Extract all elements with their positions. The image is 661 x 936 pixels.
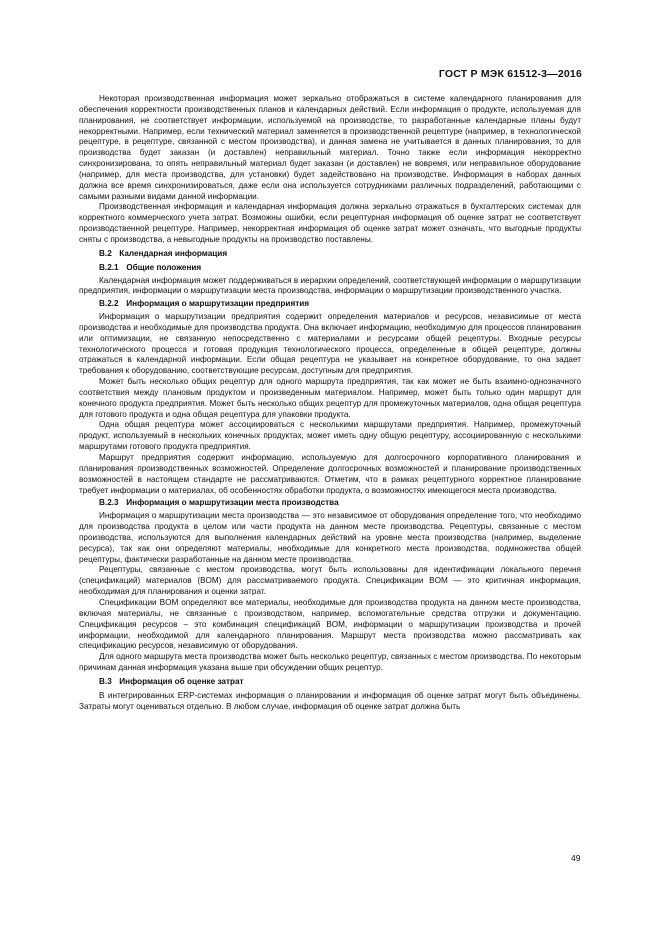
document-body xyxy=(79,94,581,712)
section-title: Календарная информация xyxy=(119,248,228,258)
document-header: ГОСТ Р МЭК 61512-3—2016 xyxy=(438,68,582,80)
paragraph: Спецификации BOM определяют все материалы, необходимые для производства продукта на данном месте производства, включая материалы, не связанные с производством, например, вспомогательные средства отгрузки и документацию. Спецификация ресурсов – это комбинация спецификаций BOM, информации о маршрутизации производства и прочей информации, необходимой для календарного планирования. Маршрут места производства можно рассматривать как спецификацию ресурсов, независимую от оборудования. xyxy=(79,597,581,651)
paragraph: Календарная информация может поддерживаться в иерархии определений, соответствующей информации о маршрутизации предприятия, информации о маршрутизации места производства, информации о маршрутизации производственного участка. xyxy=(79,275,581,296)
section-heading xyxy=(79,677,581,688)
paragraph: Одна общая рецептура может ассоциироваться с несколькими маршрутами предприятия. Например, промежуточный продукт, используемый в нескольких конечных продуктах, может иметь одну общую рецептуру, ассоциированную с несколькими маршрутами готового продукта предприятия. xyxy=(79,420,581,452)
paragraph: Информация о маршрутизации предприятия содержит определения материалов и ресурсов, независимые от места производства и необходимые для производства продукта. Она включает информацию, необходимую для процессов планирования или оптимизации, не связанную непосредственно с материалами и ресурсами общей рецептуры. Входные ресурсы технологического процесса и готовая продукция технологического процесса, определенные в общей рецептуре, должны отражаться в календарной информации. Если общая рецептура не указывает на конкретное оборудование, то она задает требования к оборудованию, соответствующие ресурсам, доступным для предприятия. xyxy=(79,312,581,376)
paragraph: Производственная информация и календарная информация должна зеркально отражаться в бухгалтерских системах для корректного коммерческого учета затрат. Возможны ошибки, если рецептурная информация об оценке затрат не соответствует производственной рецептуре. Например, некорректная информация об оценке затрат может означать, что выгодные продукты сняты с производства, а невыгодные продукты на производство поставлены. xyxy=(79,202,581,244)
paragraph: В интегрированных ERP-системах информация о планировании и информация об оценке затрат могут быть объединены. Затраты могут оцениваться отдельно. В любом случае, информация об оценке затрат должна быть xyxy=(79,690,581,711)
subsection-heading xyxy=(79,498,581,509)
subsection-number: B.2.2 xyxy=(99,299,119,309)
section-number: B.2 xyxy=(99,248,112,258)
paragraph: Может быть несколько общих рецептур для одного маршрута предприятия, так как может не быть взаимно-однозначного соответствия между плановым продуктом и произведенным материалом. Например, может быть только один маршрут для конечного продукта предприятия. Может быть несколько общих рецептур для промежуточных материалов, одна общая рецептура для готового продукта и одна общая рецептура для упаковки продукта. xyxy=(79,377,581,419)
paragraph: Некоторая производственная информация может зеркально отображаться в системе календарного планирования для обеспечения корректности производственных планов и календарных действий. Если информация о продукте, используемая для планирования, не соответствует информации, используемой на производстве, то разработанные календарные планы будут некорректными. Например, если технический материал заменяется в производственной рецептуре (например, в технологической рецептуре, в рецептуре, связанной с местом производства), и данная замена не учитывается в данных планирования, то для производства будет заказан (и доставлен) неправильный материал. Точно также если информация некорректно синхронизирована, то опять неправильный материал будет заказан (и доставлен) не вовремя, или неправильное оборудование (например, для места производства, для установки) будет задействовано на производстве. Информация в наборах данных должна все время синхронизироваться, даже если она используется сотрудниками различных подразделений, работающими с самыми разными видами данной информации. xyxy=(79,94,581,201)
page-number: 49 xyxy=(571,853,581,863)
section-number: B.3 xyxy=(99,676,112,686)
subsection-heading xyxy=(79,263,581,274)
subsection-heading xyxy=(79,299,581,310)
paragraph: Маршрут предприятия содержит информацию, используемую для долгосрочного корпоративного планирования и планирования производственных возможностей. Определение долгосрочных возможностей и планирование производственных возможностей в настоящем стандарте не рассматриваются. Отметим, что в рамках рецептурного корректное планирование требует информации о материалах, об особенностях обработки продукта, о возможностях имеющегося места производства. xyxy=(79,453,581,495)
paragraph: Рецептуры, связанные с местом производства, могут быть использованы для идентификации локального перечня (спецификаций) материалов (BOM) для рассматриваемого продукта. Спецификации BOM — это критичная информация, необходимая для планирования и оценки затрат. xyxy=(79,565,581,597)
section-title: Информация об оценке затрат xyxy=(119,676,244,686)
subsection-title: Информация о маршрутизации места производства xyxy=(126,498,339,508)
paragraph: Для одного маршрута места производства может быть несколько рецептур, связанных с местом производства. По некоторым причинам данная информация указана выше при обсуждении общих рецептур. xyxy=(79,652,581,673)
subsection-title: Информация о маршрутизации предприятия xyxy=(126,299,310,309)
subsection-title: Общие положения xyxy=(126,262,202,272)
section-heading xyxy=(79,249,581,260)
subsection-number: B.2.3 xyxy=(99,498,119,508)
subsection-number: B.2.1 xyxy=(99,262,119,272)
paragraph: Информация о маршрутизации места производства — это независимое от оборудования определение того, что необходимо для производства продукта в целом или части продукта на данном месте производства. Рецептуры, связанные с местом производства, используются для выполнения календарных действий на уровне места производства (например, выделение ресурса), так как они определяют материалы, необходимые для конкретного места производства, подмножества общей рецептуры, фактически разработанные на данном месте производства. xyxy=(79,511,581,564)
